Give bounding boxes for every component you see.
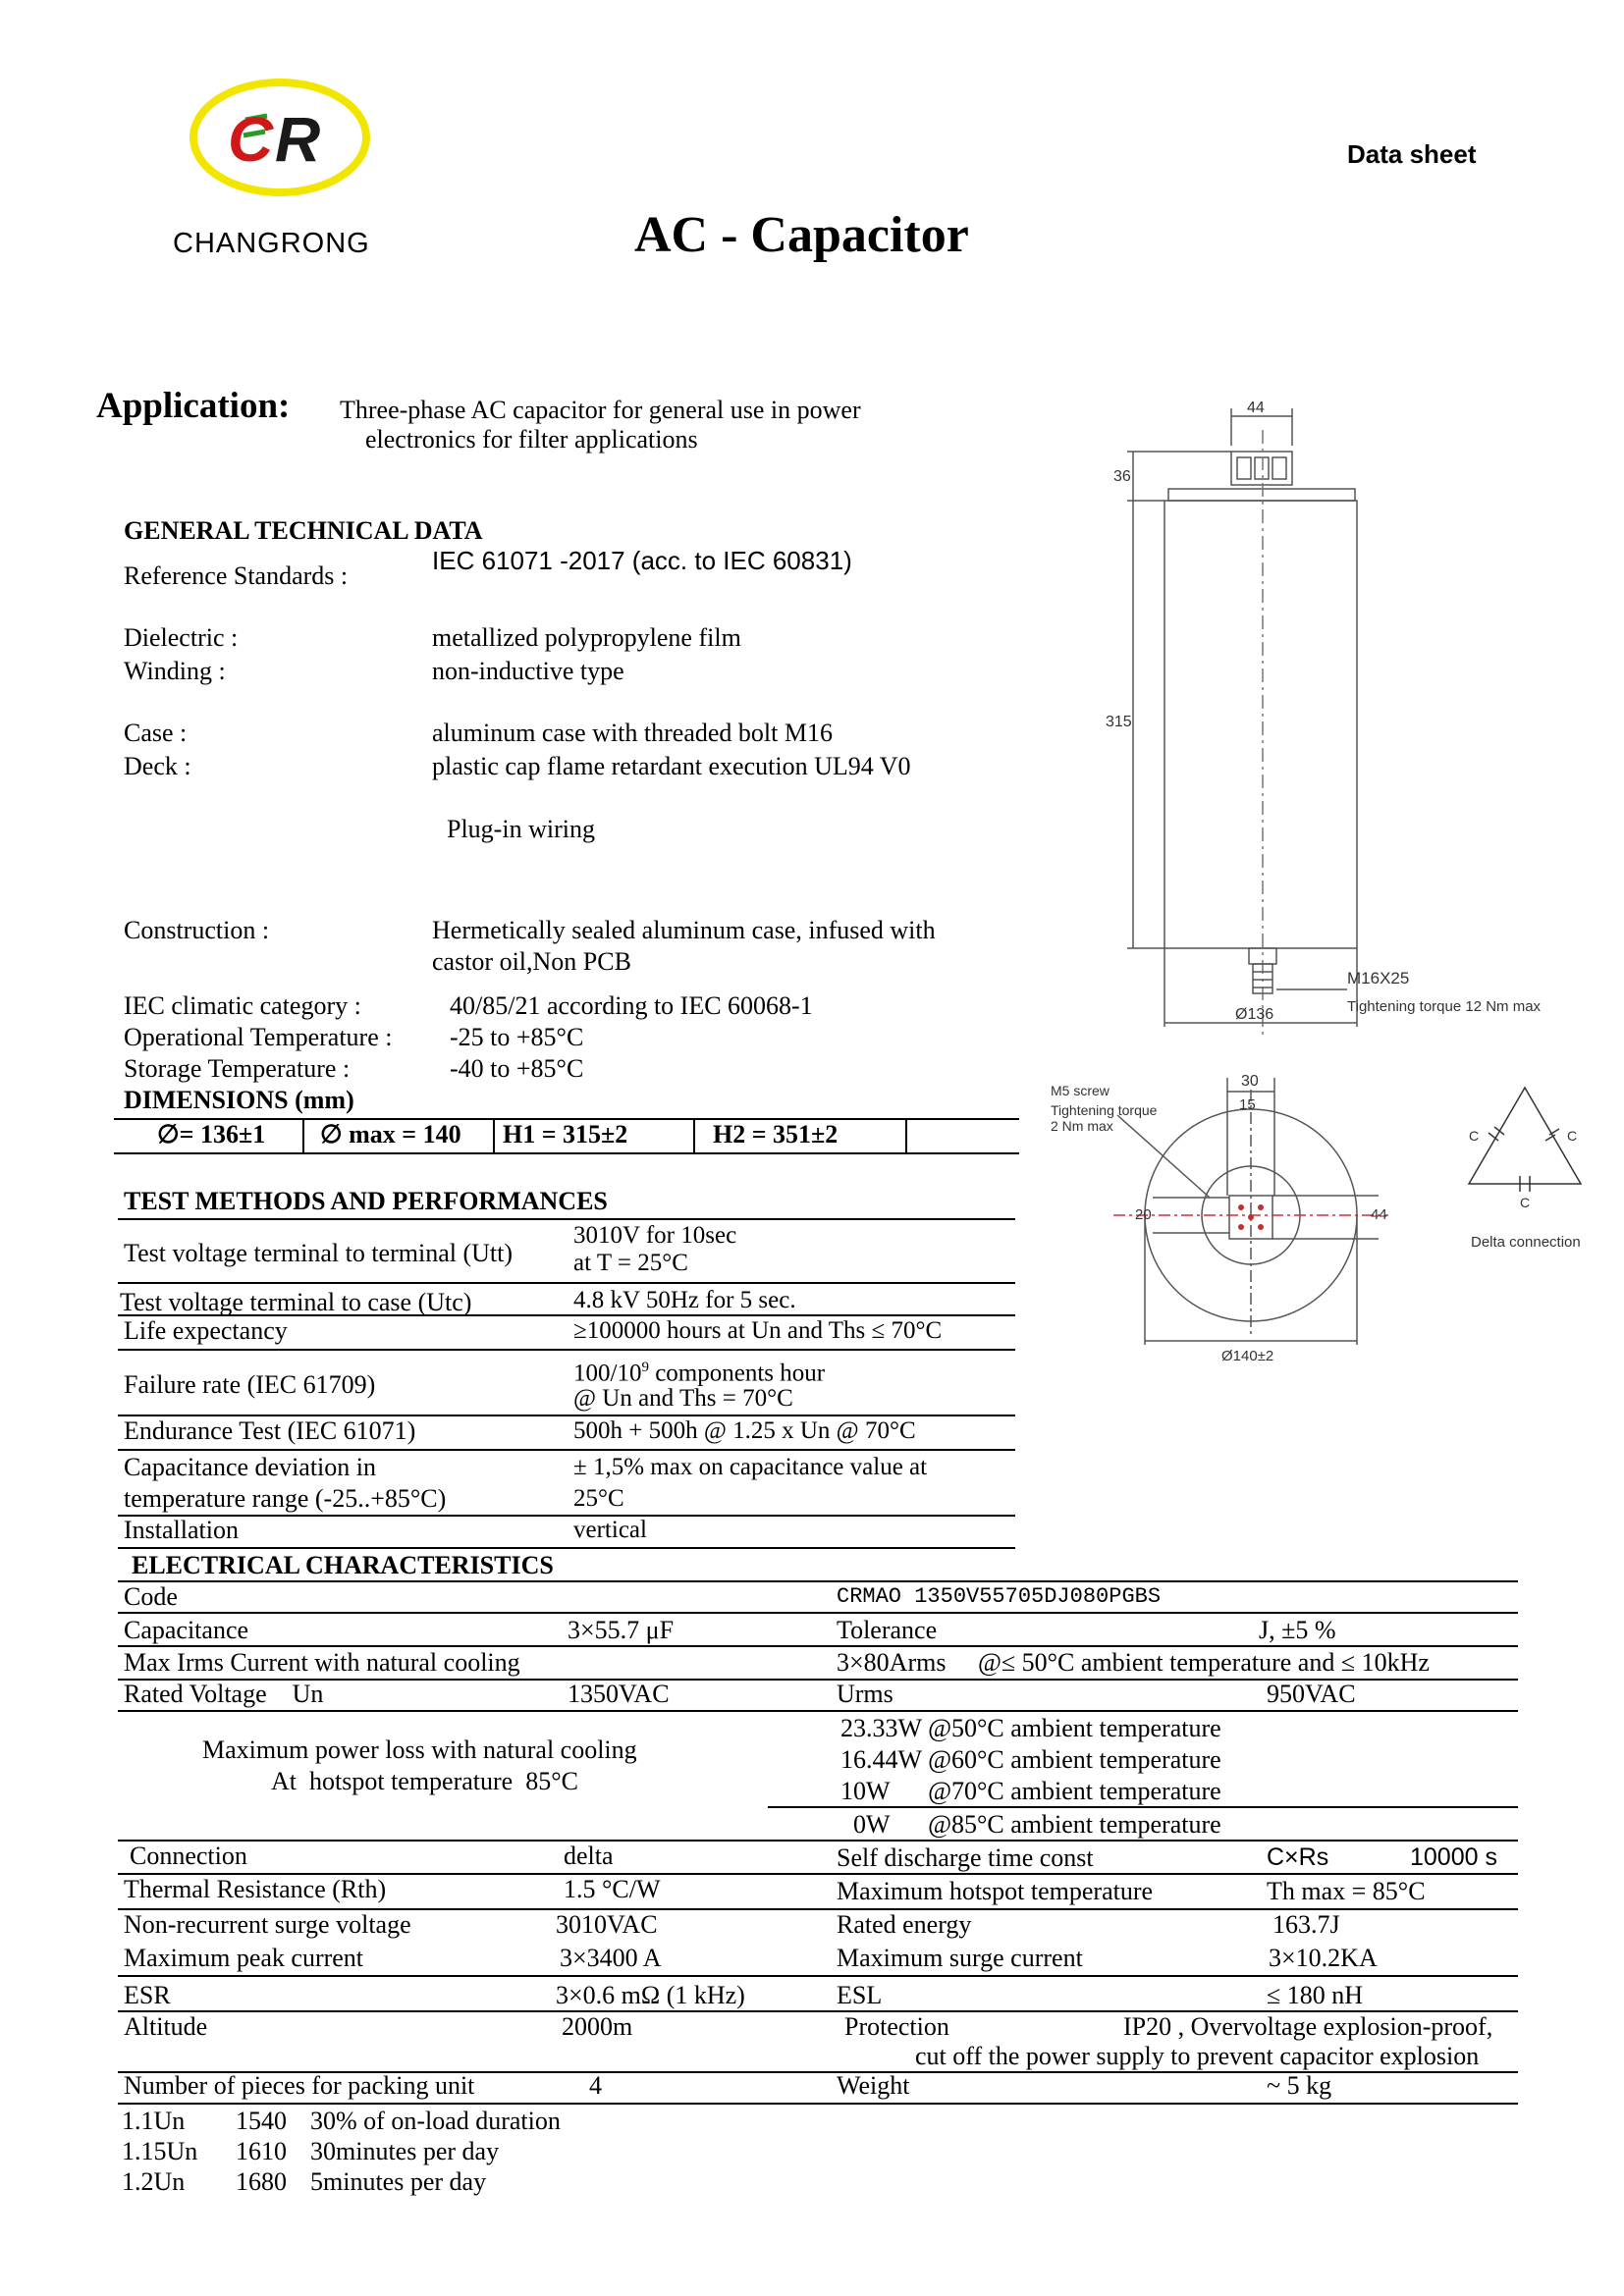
code-label: Code [124,1582,178,1611]
overvoltage-factor: 1.1Un [122,2107,186,2135]
top-view-drawing [1045,1070,1398,1364]
svg-text:C: C [228,104,274,175]
overvoltage-volt: 1610 [236,2137,287,2165]
dielectric-value: metallized polypropylene film [432,623,741,652]
overvoltage-desc: 30% of on-load duration [310,2107,561,2135]
tolerance-label: Tolerance [837,1616,938,1644]
capdev-label2: temperature range (-25..+85°C) [124,1484,447,1513]
capacitance-value: 3×55.7 μF [568,1616,675,1644]
application-line2: electronics for filter applications [365,425,698,454]
capdev-value1: ± 1,5% max on capacitance value at [573,1454,928,1480]
cap-c-label: C [1520,1195,1531,1210]
climatic-label: IEC climatic category : [124,991,361,1020]
winding-label: Winding : [124,657,226,685]
elec-rule [118,1612,1518,1614]
rated-voltage-label: Rated Voltage Un [124,1680,324,1708]
dim-44b-label: 44 [1371,1206,1387,1223]
dim-diameter: ∅= 136±1 [157,1120,266,1148]
urms-label: Urms [837,1680,893,1708]
elec-rule [768,1806,1518,1808]
weight-value: ~ 5 kg [1267,2071,1332,2100]
wiring-text: Plug-in wiring [447,815,595,843]
connection-label: Connection [130,1842,247,1870]
rth-label: Thermal Resistance (Rth) [124,1875,387,1903]
screw-torque-label: Tightening torque [1051,1102,1158,1118]
power-loss-row: 10W @70°C ambient temperature [840,1777,1221,1805]
construction-label: Construction : [124,916,270,944]
failure-label: Failure rate (IEC 61709) [124,1370,376,1399]
tests-rule [118,1547,1015,1549]
rated-energy-label: Rated energy [837,1910,972,1939]
dim-divider [693,1118,695,1153]
side-view-drawing [1088,391,1598,1058]
tests-rule [118,1218,1015,1220]
deck-value: plastic cap flame retardant execution UL94 V0 [432,752,911,780]
overvoltage-volt: 1680 [236,2167,287,2196]
life-value: ≥100000 hours at Un and Ths ≤ 70°C [573,1317,943,1344]
esr-label: ESR [124,1981,171,2009]
torque-label: Tightening torque 12 Nm max [1347,998,1542,1015]
peak-current-value: 3×3400 A [560,1944,662,1972]
svg-text:R: R [275,104,321,175]
irms-value: 3×80Arms @≤ 50°C ambient temperature and ≤ 10kHz [837,1648,1430,1677]
dim-h1: H1 = 315±2 [503,1120,628,1148]
power-loss-row: 16.44W @60°C ambient temperature [840,1745,1221,1774]
capacitance-label: Capacitance [124,1616,249,1644]
power-loss-label2: At hotspot temperature 85°C [271,1767,578,1795]
connection-value: delta [564,1842,614,1870]
protection-label: Protection [844,2012,949,2041]
packing-value: 4 [589,2071,602,2100]
case-label: Case : [124,719,188,747]
page-title: AC - Capacitor [634,207,969,263]
utc-value: 4.8 kV 50Hz for 5 sec. [573,1287,796,1313]
elec-rule [118,1645,1518,1647]
surge-current-label: Maximum surge current [837,1944,1083,1972]
overvoltage-desc: 5minutes per day [310,2167,487,2196]
reference-value: IEC 61071 -2017 (acc. to IEC 60831) [432,546,852,575]
overvoltage-factor: 1.2Un [122,2167,186,2196]
tests-rule [118,1449,1015,1451]
power-loss-row: 23.33W @50°C ambient temperature [840,1714,1221,1742]
failure-value1: $100/10^9$ components hour [573,1360,826,1387]
weight-label: Weight [837,2071,910,2100]
general-heading: GENERAL TECHNICAL DATA [124,516,483,545]
capdev-label1: Capacitance deviation in [124,1453,377,1481]
altitude-label: Altitude [124,2012,208,2041]
company-name: CHANGRONG [173,228,370,259]
altitude-value: 2000m [562,2012,633,2041]
climatic-value: 40/85/21 according to IEC 60068-1 [450,991,813,1020]
irms-label: Max Irms Current with natural cooling [124,1648,520,1677]
self-discharge-label: Self discharge time const [837,1843,1094,1872]
tests-heading: TEST METHODS AND PERFORMANCES [124,1187,608,1215]
esl-label: ESL [837,1981,883,2009]
overvoltage-factor: 1.15Un [122,2137,198,2165]
elec-rule [118,1975,1518,1977]
case-value: aluminum case with threaded bolt M16 [432,719,833,747]
code-value: CRMAO 1350V55705DJ080PGBS [837,1584,1162,1609]
tests-rule [118,1515,1015,1517]
construction-line2: castor oil,Non PCB [432,947,631,976]
power-loss-row: 0W @85°C ambient temperature [840,1810,1221,1839]
hotspot-label: Maximum hotspot temperature [837,1877,1154,1905]
self-discharge-value: 10000 s [1410,1843,1497,1871]
utt-value2: at T = 25°C [573,1250,688,1276]
dia-140-label: Ø140±2 [1221,1348,1274,1364]
tolerance-value: J, ±5 % [1259,1616,1336,1644]
dim-divider [493,1118,495,1153]
utt-label: Test voltage terminal to terminal (Utt) [124,1239,514,1267]
op-temp-label: Operational Temperature : [124,1023,393,1051]
overvoltage-volt: 1540 [236,2107,287,2135]
overvoltage-desc: 30minutes per day [310,2137,500,2165]
dimensions-bottom-rule [114,1152,1019,1154]
dim-20-label: 20 [1135,1206,1152,1223]
st-temp-value: -40 to +85°C [450,1054,584,1083]
dim-divider [302,1118,304,1153]
application-line1: Three-phase AC capacitor for general use in power [340,396,861,424]
utc-label: Test voltage terminal to case (Utc) [120,1288,472,1316]
life-label: Life expectancy [124,1316,288,1345]
delta-connection-label: Delta connection [1471,1234,1581,1251]
dim-44-label: 44 [1247,400,1265,416]
self-discharge-symbol: C×Rs [1267,1843,1329,1871]
construction-line1: Hermetically sealed aluminum case, infused with [432,916,936,944]
packing-label: Number of pieces for packing unit [124,2071,475,2100]
install-label: Installation [124,1516,239,1544]
dim-36-label: 36 [1113,468,1131,485]
install-value: vertical [573,1517,647,1543]
failure-value2: @ Un and Ths = 70°C [573,1385,793,1412]
dim-15-label: 15 [1239,1096,1256,1113]
surge-current-value: 3×10.2KA [1269,1944,1378,1972]
urms-value: 950VAC [1267,1680,1356,1708]
elec-rule [118,1710,1518,1712]
screw-label: M5 screw [1051,1083,1110,1098]
endurance-value: 500h + 500h @ 1.25 x Un @ 70°C [573,1417,916,1444]
tests-rule [118,1282,1015,1284]
dimensions-heading: DIMENSIONS (mm) [124,1086,354,1114]
protection-value2: cut off the power supply to prevent capacitor explosion [915,2042,1480,2070]
surge-voltage-value: 3010VAC [556,1910,658,1939]
winding-value: non-inductive type [432,657,624,685]
tests-rule [118,1349,1015,1351]
screw-torque-value: 2 Nm max [1051,1118,1113,1134]
dim-diameter-max: ∅ max = 140 [320,1120,461,1148]
op-temp-value: -25 to +85°C [450,1023,584,1051]
dim-h2: H2 = 351±2 [713,1120,839,1148]
application-label: Application: [96,386,291,426]
cap-c-label: C [1567,1128,1578,1144]
doc-type: Data sheet [1347,139,1477,169]
electrical-heading: ELECTRICAL CHARACTERISTICS [132,1551,554,1579]
elec-rule [118,1580,1518,1582]
dia-136-label: Ø136 [1235,1006,1274,1023]
protection-value1: IP20 , Overvoltage explosion-proof, [1123,2012,1493,2041]
esl-value: ≤ 180 nH [1267,1981,1364,2009]
cap-c-label: C [1469,1128,1480,1144]
st-temp-label: Storage Temperature : [124,1054,351,1083]
dim-30-label: 30 [1241,1073,1259,1090]
dim-315-label: 315 [1106,714,1132,730]
power-loss-label1: Maximum power loss with natural cooling [202,1735,637,1764]
reference-label: Reference Standards : [124,561,349,590]
esr-value: 3×0.6 mΩ (1 kHz) [556,1981,745,2009]
rated-voltage-value: 1350VAC [568,1680,670,1708]
hotspot-value: Th max = 85°C [1267,1877,1426,1905]
elec-rule [118,1840,1518,1842]
endurance-label: Endurance Test (IEC 61071) [124,1416,416,1445]
rated-energy-value: 163.7J [1272,1910,1340,1939]
deck-label: Deck : [124,752,191,780]
dielectric-label: Dielectric : [124,623,239,652]
elec-rule [118,2103,1518,2105]
rth-value: 1.5 °C/W [564,1875,661,1903]
capdev-value2: 25°C [573,1485,624,1512]
thread-label: M16X25 [1347,969,1410,988]
delta-connection-diagram [1451,1078,1598,1264]
dim-divider [905,1118,907,1153]
utt-value1: 3010V for 10sec [573,1222,737,1249]
company-logo [189,77,371,198]
peak-current-label: Maximum peak current [124,1944,364,1972]
surge-voltage-label: Non-recurrent surge voltage [124,1910,411,1939]
